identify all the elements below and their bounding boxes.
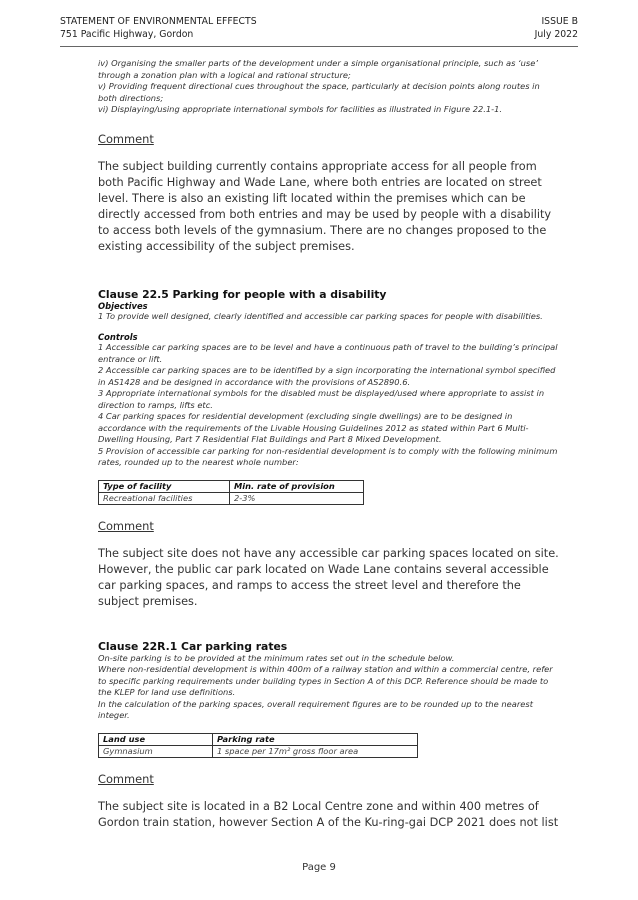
- comment-paragraph: The subject building currently contains appropriate access for all people from both Pacific Highway and Wade Lane, where both entries are located on street level. There is also an existing lift located within the premises which can be directly accessed from both entries and may be used by people with a disability to access both levels of the gymnasium. There are no changes proposed to the existing accessibility of the subject premises.: [98, 159, 552, 253]
- table-row: [99, 745, 418, 757]
- header-left: [60, 15, 257, 41]
- list-item: v) Providing frequent directional cues throughout the space, particularly at decision points along routes in both directions;: [98, 81, 540, 103]
- parking-rate-table: [98, 733, 418, 758]
- list-item: On-site parking is to be provided at the minimum rates set out in the schedule below.: [98, 652, 455, 663]
- table-cell: Recreational facilities: [99, 492, 230, 504]
- objectives-text: 1 To provide well designed, clearly identified and accessible car parking spaces for people with disabilities.: [98, 310, 543, 321]
- comment-paragraph: The subject site is located in a B2 Local Centre zone and within 400 metres of Gordon train station, however Section A of the Ku-ring-gai DCP 2021 does not list: [98, 799, 559, 829]
- table-header-cell: Land use: [99, 733, 213, 745]
- list-item: Where non-residential development is within 400m of a railway station and within a commercial centre, refer to specific parking requirements under building types in Section A of this DCP. Reference should be made to the KLEP for land use definitions.: [98, 664, 553, 697]
- list-item: 2 Accessible car parking spaces are to be identified by a sign incorporating the international symbol specified in AS1428 and be designed in accordance with the provisions of AS2890.6.: [98, 365, 556, 387]
- list-item: vi) Displaying/using appropriate international symbols for facilities as illustrated in Figure 22.1-1.: [98, 104, 503, 114]
- parking-rates-text: [98, 653, 560, 722]
- list-item: In the calculation of the parking spaces, overall requirement figures are to be rounded up to the nearest integer.: [98, 698, 533, 720]
- table-header-row: [99, 480, 364, 492]
- header-right: [535, 15, 578, 41]
- table-header-row: [99, 733, 418, 745]
- table-cell: Gymnasium: [99, 745, 213, 757]
- issue-label: ISSUE B: [541, 16, 578, 27]
- list-item: 4 Car parking spaces for residential development (excluding single dwellings) are to be designed in accordance with the requirements of the Livable Housing Guidelines 2012 as stated within Part 6 Multi-Dwelling Housing, Part 7 Residential Flat Buildings and Part 8 Mixed Development.: [98, 411, 529, 444]
- clause-22-5-heading: Clause 22.5 Parking for people with a disability: [98, 287, 387, 301]
- table-header-cell: Type of facility: [99, 480, 230, 492]
- controls-list: [98, 342, 560, 469]
- list-item: 5 Provision of accessible car parking for non-residential development is to comply with the following minimum rates, rounded up to the nearest whole number:: [98, 445, 558, 467]
- disabled-parking-table: [98, 480, 364, 505]
- issue-date: July 2022: [534, 29, 578, 40]
- site-address: 751 Pacific Highway, Gordon: [60, 29, 194, 40]
- comment-heading: Comment: [98, 518, 154, 533]
- list-item: 3 Appropriate international symbols for the disabled must be displayed/used where appropriate to assist in direction to ramps, lifts etc.: [98, 388, 545, 410]
- table-header-cell: Min. rate of provision: [230, 480, 364, 492]
- controls-heading: Controls: [98, 332, 138, 342]
- objectives-heading: Objectives: [98, 300, 148, 311]
- table-row: [99, 492, 364, 504]
- clause-22r-1-heading: Clause 22R.1 Car parking rates: [98, 639, 288, 653]
- page-number: Page 9: [302, 862, 336, 873]
- page-header: [60, 14, 578, 47]
- document-title: STATEMENT OF ENVIRONMENTAL EFFECTS: [60, 16, 257, 27]
- comment-heading: Comment: [98, 771, 154, 786]
- comment-paragraph: The subject site does not have any accessible car parking spaces located on site. However, the public car park located on Wade Lane contains several accessible car parking spaces, and ramps to access the street level and therefore the subject premises.: [98, 546, 559, 608]
- page-content: [98, 58, 560, 831]
- list-item: iv) Organising the smaller parts of the development under a simple organisational principle, such as ‘use’ through a zonation plan with a logical and rational structure;: [98, 58, 538, 80]
- table-header-cell: Parking rate: [213, 733, 418, 745]
- list-item: 1 Accessible car parking spaces are to be level and have a continuous path of travel to the building’s principal entrance or lift.: [98, 342, 558, 364]
- table-cell: 2-3%: [230, 492, 364, 504]
- comment-heading: Comment: [98, 131, 154, 146]
- intro-list: [98, 58, 560, 116]
- table-cell: 1 space per 17m² gross floor area: [213, 745, 418, 757]
